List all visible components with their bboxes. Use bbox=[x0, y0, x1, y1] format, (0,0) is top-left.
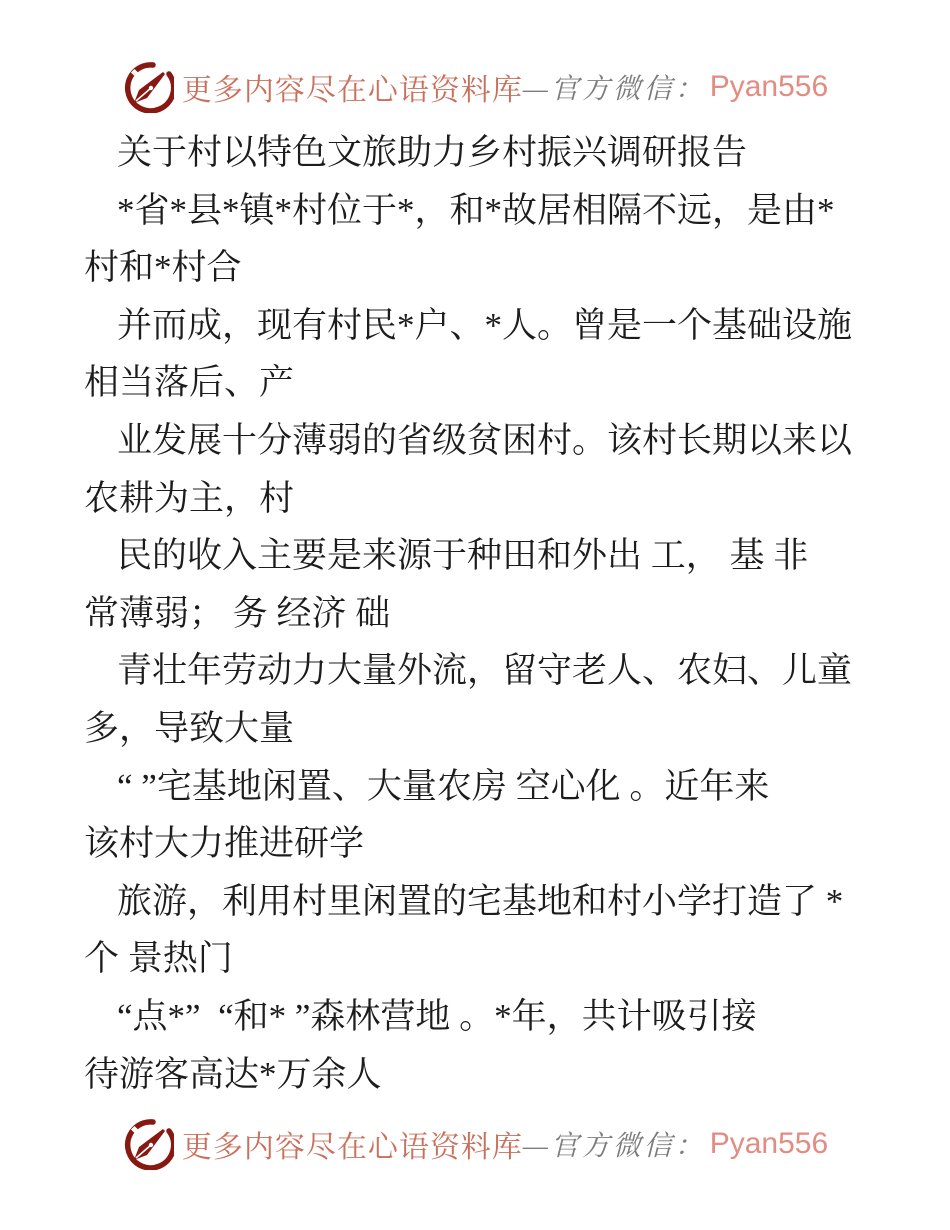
text-line: 该村大力推进研学 bbox=[84, 824, 365, 864]
text-line: 旅游，利用村里闲置的宅基地和村小学打造了 * bbox=[117, 881, 844, 921]
text-line: 农耕为主，村 bbox=[84, 478, 295, 518]
header-watermark bbox=[0, 0, 950, 114]
text-line: *省*县*镇*村位于*，和*故居相隔不远，是由* bbox=[117, 190, 835, 230]
text-line: 个 景热门 bbox=[84, 939, 233, 979]
brand-logo-icon bbox=[122, 61, 174, 113]
brand-logo-icon bbox=[122, 1118, 174, 1170]
watermark-channel-label: —官方微信： bbox=[522, 74, 706, 105]
text-line: 待游客高达*万余人 bbox=[84, 1054, 382, 1094]
text-line: 常薄弱； 务 经济 础 bbox=[84, 593, 391, 633]
text-line: “ ”宅基地闲置、大量农房 空心化 。近年来 bbox=[117, 766, 770, 806]
text-line: 业发展十分薄弱的省级贫困村。该村长期以来以 bbox=[117, 420, 853, 460]
text-line: 相当落后、产 bbox=[84, 363, 295, 403]
page-title: 关于村以特色文旅助力乡村振兴调研报告 bbox=[117, 133, 748, 172]
text-line: 村和*村合 bbox=[84, 248, 242, 288]
text-line: 青壮年劳动力大量外流，留守老人、农妇、儿童 bbox=[117, 651, 853, 691]
text-line: 并而成，现有村民*户、*人。曾是一个基础设施 bbox=[117, 305, 853, 345]
watermark-brand-text: 更多内容尽在心语资料库 bbox=[181, 1131, 523, 1165]
watermark-wechat-id: Pyan556 bbox=[709, 70, 829, 103]
text-line: “点*” “和* ”森林营地 。*年，共计吸引接 bbox=[117, 996, 757, 1036]
footer-watermark bbox=[0, 1117, 950, 1171]
watermark-brand-text: 更多内容尽在心语资料库 bbox=[181, 74, 523, 107]
watermark-wechat-id: Pyan556 bbox=[709, 1127, 829, 1161]
watermark-channel-label: —官方微信： bbox=[522, 1131, 706, 1163]
text-line: 民的收入主要是来源于种田和外出 工， 基 非 bbox=[117, 536, 809, 576]
text-line: 多，导致大量 bbox=[84, 708, 295, 748]
document-body bbox=[0, 114, 950, 1103]
